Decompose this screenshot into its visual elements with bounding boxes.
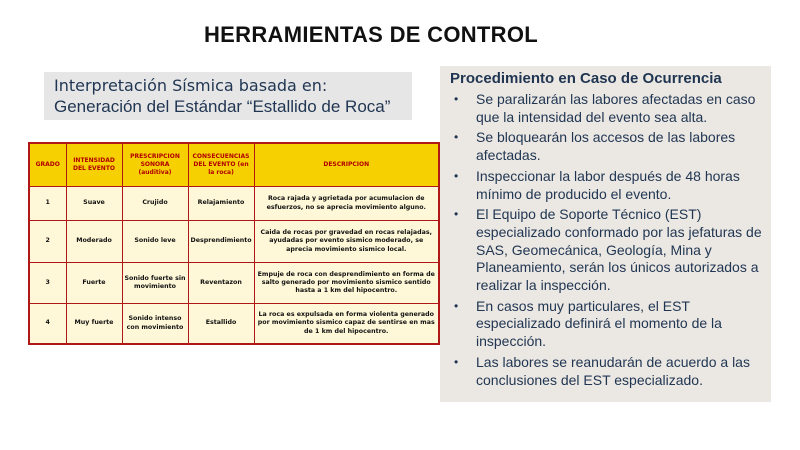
- table-row: [29, 187, 439, 221]
- header-grado: GRADO: [29, 143, 66, 187]
- cell-consecuencias: Relajamiento: [188, 187, 254, 221]
- bullet-icon: •: [454, 130, 459, 145]
- list-item: [448, 298, 763, 351]
- cell-prescripcion: Sonido intenso con movimiento: [122, 304, 188, 345]
- cell-prescripcion: Sonido fuerte sin movimiento: [122, 263, 188, 304]
- list-item-text: El Equipo de Soporte Técnico (EST) especializado conformado por las jefaturas de SAS, Geomecánica, Geología, Mina y Planeamiento, serán los únicos autorizados a realizar la inspección.: [476, 206, 762, 294]
- bullet-icon: •: [454, 207, 459, 222]
- cell-consecuencias: Estallido: [188, 304, 254, 345]
- cell-prescripcion: Crujido: [122, 187, 188, 221]
- procedure-panel: [440, 66, 771, 402]
- cell-descripcion: Roca rajada y agrietada por acumulacion de esfuerzos, no se aprecia movimiento alguno.: [254, 187, 439, 221]
- list-item-text: En casos muy particulares, el EST especializado definirá el momento de la inspección.: [476, 297, 722, 350]
- cell-grado: 3: [29, 263, 66, 304]
- list-item-text: Se paralizarán las labores afectadas en caso que la intensidad del evento sea alta.: [476, 91, 756, 125]
- cell-descripcion: Empuje de roca con desprendimiento en forma de salto generado por movimiento sismico sentido hasta a 1 km del hipocentro.: [254, 263, 439, 304]
- cell-consecuencias: Reventazon: [188, 263, 254, 304]
- cell-consecuencias: Desprendimiento: [188, 221, 254, 263]
- table-header-row: [29, 143, 439, 187]
- list-item: [448, 206, 763, 295]
- cell-prescripcion: Sonido leve: [122, 221, 188, 263]
- interpretation-heading: Interpretación Sísmica basada en:: [54, 76, 328, 95]
- cell-intensidad: Moderado: [66, 221, 122, 263]
- list-item-text: Las labores se reanudarán de acuerdo a las conclusiones del EST especializado.: [476, 353, 750, 388]
- page-title: HERRAMIENTAS DE CONTROL: [203, 22, 539, 47]
- procedure-title: Procedimiento en Caso de Ocurrencia: [450, 70, 722, 87]
- table-row: [29, 304, 439, 345]
- table-row: [29, 221, 439, 263]
- seismic-intensity-table: [28, 142, 440, 345]
- procedure-list: [448, 91, 763, 389]
- bullet-icon: •: [454, 92, 459, 106]
- list-item-text: Se bloquearán los accesos de las labores afectadas.: [476, 129, 736, 164]
- cell-descripcion: Caida de rocas por gravedad en rocas relajadas, ayudadas por evento sismico moderado, se aprecia movimiento sismico local.: [254, 221, 439, 263]
- list-item: [448, 129, 763, 164]
- cell-grado: 2: [29, 221, 66, 263]
- cell-grado: 4: [29, 304, 66, 345]
- cell-intensidad: Suave: [66, 187, 122, 221]
- cell-intensidad: Muy fuerte: [66, 304, 122, 345]
- list-item: [448, 354, 763, 389]
- interpretation-subheading: Generación del Estándar “Estallido de Roca”: [54, 97, 391, 116]
- cell-grado: 1: [29, 187, 66, 221]
- list-item: [448, 91, 763, 126]
- header-descripcion: DESCRIPCION: [254, 143, 439, 187]
- list-item-text: Inspeccionar la labor después de 48 horas mínimo de producido el evento.: [476, 167, 740, 202]
- header-intensidad: INTENSIDAD DEL EVENTO: [66, 143, 122, 187]
- bullet-icon: •: [454, 354, 459, 369]
- bullet-icon: •: [454, 168, 459, 183]
- table-row: [29, 263, 439, 304]
- cell-intensidad: Fuerte: [66, 263, 122, 304]
- bullet-icon: •: [454, 298, 459, 313]
- list-item: [448, 168, 763, 203]
- header-consecuencias: CONSECUENCIAS DEL EVENTO (en la roca): [188, 143, 254, 187]
- header-prescripcion: PRESCRIPCION SONORA (auditiva): [122, 143, 188, 187]
- cell-descripcion: La roca es expulsada en forma violenta generado por movimiento sismico capaz de sentirse en mas de 1 km del hipocentro.: [254, 304, 439, 345]
- interpretation-box: [44, 72, 412, 120]
